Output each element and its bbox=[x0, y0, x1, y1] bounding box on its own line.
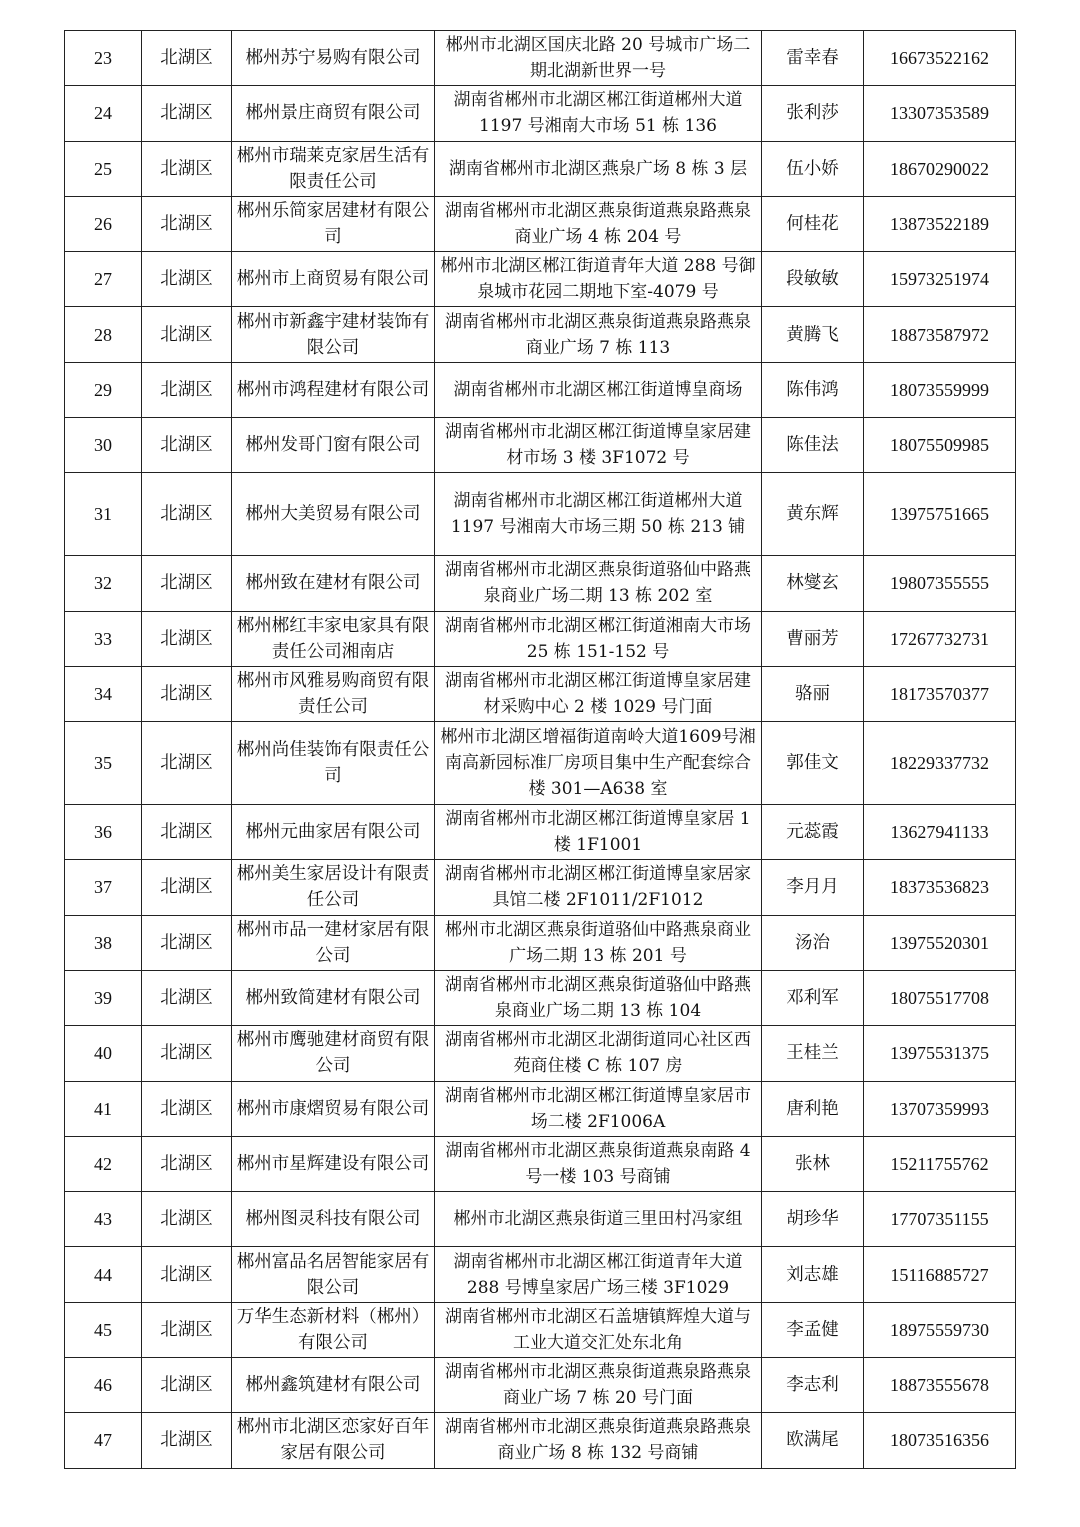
company-name-cell: 郴州郴红丰家电家具有限责任公司湘南店 bbox=[232, 611, 435, 666]
address-cell: 湖南省郴州市北湖区郴江街道博皇家居 1 楼 1F1001 bbox=[435, 805, 762, 860]
company-name-cell: 郴州市星辉建设有限公司 bbox=[232, 1136, 435, 1191]
phone-cell: 13627941133 bbox=[864, 805, 1016, 860]
table-row bbox=[65, 362, 1016, 417]
contact-person-cell: 段敏敏 bbox=[762, 252, 864, 307]
address-cell: 湖南省郴州市北湖区郴江街道郴州大道 1197 号湘南大市场 51 栋 136 bbox=[435, 86, 762, 141]
contact-person-cell: 唐利艳 bbox=[762, 1081, 864, 1136]
table-row bbox=[65, 307, 1016, 362]
address-cell: 湖南省郴州市北湖区燕泉街道燕泉南路 4 号一楼 103 号商铺 bbox=[435, 1136, 762, 1191]
phone-cell: 18229337732 bbox=[864, 722, 1016, 805]
address-cell: 郴州市北湖区燕泉街道三里田村冯家组 bbox=[435, 1192, 762, 1247]
row-number: 41 bbox=[65, 1081, 142, 1136]
row-number: 34 bbox=[65, 666, 142, 721]
address-cell: 郴州市北湖区增福街道南岭大道1609号湘南高新园标准厂房项目集中生产配套综合楼 301—A638 室 bbox=[435, 722, 762, 805]
company-name-cell: 郴州鑫筑建材有限公司 bbox=[232, 1358, 435, 1413]
row-number: 38 bbox=[65, 915, 142, 970]
phone-cell: 18173570377 bbox=[864, 666, 1016, 721]
company-name-cell: 郴州景庄商贸有限公司 bbox=[232, 86, 435, 141]
district-cell: 北湖区 bbox=[142, 307, 232, 362]
table-row bbox=[65, 1247, 1016, 1302]
table-row bbox=[65, 31, 1016, 86]
district-cell: 北湖区 bbox=[142, 196, 232, 251]
phone-cell: 18075517708 bbox=[864, 970, 1016, 1025]
address-cell: 湖南省郴州市北湖区燕泉街道燕泉路燕泉商业广场 7 栋 20 号门面 bbox=[435, 1358, 762, 1413]
contact-person-cell: 陈伟鸿 bbox=[762, 362, 864, 417]
district-cell: 北湖区 bbox=[142, 86, 232, 141]
row-number: 24 bbox=[65, 86, 142, 141]
company-name-cell: 郴州苏宁易购有限公司 bbox=[232, 31, 435, 86]
row-number: 36 bbox=[65, 805, 142, 860]
table-row bbox=[65, 1413, 1016, 1468]
company-name-cell: 郴州美生家居设计有限责任公司 bbox=[232, 860, 435, 915]
row-number: 45 bbox=[65, 1302, 142, 1357]
row-number: 37 bbox=[65, 860, 142, 915]
phone-cell: 13707359993 bbox=[864, 1081, 1016, 1136]
contact-person-cell: 李志利 bbox=[762, 1358, 864, 1413]
company-name-cell: 郴州市鸿程建材有限公司 bbox=[232, 362, 435, 417]
table-row bbox=[65, 418, 1016, 473]
company-name-cell: 郴州市北湖区恋家好百年家居有限公司 bbox=[232, 1413, 435, 1468]
address-cell: 湖南省郴州市北湖区郴江街道博皇家居建材采购中心 2 楼 1029 号门面 bbox=[435, 666, 762, 721]
address-cell: 湖南省郴州市北湖区北湖街道同心社区西苑商住楼 C 栋 107 房 bbox=[435, 1026, 762, 1081]
row-number: 23 bbox=[65, 31, 142, 86]
table-row bbox=[65, 722, 1016, 805]
contact-person-cell: 黄腾飞 bbox=[762, 307, 864, 362]
phone-cell: 18073516356 bbox=[864, 1413, 1016, 1468]
address-cell: 湖南省郴州市北湖区郴江街道青年大道 288 号博皇家居广场三楼 3F1029 bbox=[435, 1247, 762, 1302]
table-row bbox=[65, 86, 1016, 141]
row-number: 29 bbox=[65, 362, 142, 417]
address-cell: 湖南省郴州市北湖区燕泉广场 8 栋 3 层 bbox=[435, 141, 762, 196]
table-row bbox=[65, 252, 1016, 307]
table-row bbox=[65, 915, 1016, 970]
address-cell: 湖南省郴州市北湖区郴江街道博皇家居市场二楼 2F1006A bbox=[435, 1081, 762, 1136]
phone-cell: 18373536823 bbox=[864, 860, 1016, 915]
phone-cell: 18975559730 bbox=[864, 1302, 1016, 1357]
company-name-cell: 郴州市鹰驰建材商贸有限公司 bbox=[232, 1026, 435, 1081]
address-cell: 郴州市北湖区国庆北路 20 号城市广场二期北湖新世界一号 bbox=[435, 31, 762, 86]
table-row bbox=[65, 196, 1016, 251]
contact-person-cell: 刘志雄 bbox=[762, 1247, 864, 1302]
table-row bbox=[65, 970, 1016, 1025]
district-cell: 北湖区 bbox=[142, 362, 232, 417]
row-number: 43 bbox=[65, 1192, 142, 1247]
contact-person-cell: 骆丽 bbox=[762, 666, 864, 721]
address-cell: 湖南省郴州市北湖区郴江街道博皇家居建材市场 3 楼 3F1072 号 bbox=[435, 418, 762, 473]
row-number: 44 bbox=[65, 1247, 142, 1302]
contact-person-cell: 李孟健 bbox=[762, 1302, 864, 1357]
table-row bbox=[65, 1302, 1016, 1357]
district-cell: 北湖区 bbox=[142, 970, 232, 1025]
district-cell: 北湖区 bbox=[142, 666, 232, 721]
contact-person-cell: 汤治 bbox=[762, 915, 864, 970]
table-row bbox=[65, 805, 1016, 860]
phone-cell: 13873522189 bbox=[864, 196, 1016, 251]
row-number: 47 bbox=[65, 1413, 142, 1468]
district-cell: 北湖区 bbox=[142, 805, 232, 860]
district-cell: 北湖区 bbox=[142, 31, 232, 86]
contact-person-cell: 邓利军 bbox=[762, 970, 864, 1025]
contact-person-cell: 陈佳法 bbox=[762, 418, 864, 473]
company-name-cell: 郴州市康熠贸易有限公司 bbox=[232, 1081, 435, 1136]
district-cell: 北湖区 bbox=[142, 1413, 232, 1468]
address-cell: 湖南省郴州市北湖区燕泉街道骆仙中路燕泉商业广场二期 13 栋 202 室 bbox=[435, 556, 762, 611]
company-list-table-wrapper bbox=[64, 30, 1015, 1469]
district-cell: 北湖区 bbox=[142, 611, 232, 666]
row-number: 32 bbox=[65, 556, 142, 611]
company-name-cell: 郴州富品名居智能家居有限公司 bbox=[232, 1247, 435, 1302]
row-number: 33 bbox=[65, 611, 142, 666]
district-cell: 北湖区 bbox=[142, 141, 232, 196]
phone-cell: 18873555678 bbox=[864, 1358, 1016, 1413]
row-number: 31 bbox=[65, 473, 142, 556]
address-cell: 湖南省郴州市北湖区郴江街道博皇商场 bbox=[435, 362, 762, 417]
phone-cell: 16673522162 bbox=[864, 31, 1016, 86]
company-name-cell: 郴州大美贸易有限公司 bbox=[232, 473, 435, 556]
district-cell: 北湖区 bbox=[142, 1081, 232, 1136]
phone-cell: 15973251974 bbox=[864, 252, 1016, 307]
contact-person-cell: 曹丽芳 bbox=[762, 611, 864, 666]
contact-person-cell: 胡珍华 bbox=[762, 1192, 864, 1247]
address-cell: 湖南省郴州市北湖区燕泉街道燕泉路燕泉商业广场 4 栋 204 号 bbox=[435, 196, 762, 251]
contact-person-cell: 林燮玄 bbox=[762, 556, 864, 611]
district-cell: 北湖区 bbox=[142, 860, 232, 915]
row-number: 30 bbox=[65, 418, 142, 473]
address-cell: 湖南省郴州市北湖区郴江街道博皇家居家具馆二楼 2F1011/2F1012 bbox=[435, 860, 762, 915]
district-cell: 北湖区 bbox=[142, 1136, 232, 1191]
table-row bbox=[65, 1081, 1016, 1136]
table-row bbox=[65, 611, 1016, 666]
company-list-table bbox=[64, 30, 1016, 1469]
company-name-cell: 郴州致简建材有限公司 bbox=[232, 970, 435, 1025]
row-number: 42 bbox=[65, 1136, 142, 1191]
address-cell: 郴州市北湖区燕泉街道骆仙中路燕泉商业广场二期 13 栋 201 号 bbox=[435, 915, 762, 970]
table-row bbox=[65, 141, 1016, 196]
table-row bbox=[65, 1358, 1016, 1413]
company-name-cell: 万华生态新材料（郴州）有限公司 bbox=[232, 1302, 435, 1357]
district-cell: 北湖区 bbox=[142, 915, 232, 970]
table-row bbox=[65, 1136, 1016, 1191]
phone-cell: 17707351155 bbox=[864, 1192, 1016, 1247]
district-cell: 北湖区 bbox=[142, 473, 232, 556]
address-cell: 郴州市北湖区郴江街道青年大道 288 号御泉城市花园二期地下室-4079 号 bbox=[435, 252, 762, 307]
row-number: 39 bbox=[65, 970, 142, 1025]
row-number: 46 bbox=[65, 1358, 142, 1413]
company-name-cell: 郴州乐简家居建材有限公司 bbox=[232, 196, 435, 251]
phone-cell: 13975520301 bbox=[864, 915, 1016, 970]
company-name-cell: 郴州市新鑫宇建材装饰有限公司 bbox=[232, 307, 435, 362]
table-row bbox=[65, 860, 1016, 915]
company-name-cell: 郴州元曲家居有限公司 bbox=[232, 805, 435, 860]
table-row bbox=[65, 666, 1016, 721]
contact-person-cell: 黄东辉 bbox=[762, 473, 864, 556]
address-cell: 湖南省郴州市北湖区燕泉街道骆仙中路燕泉商业广场二期 13 栋 104 bbox=[435, 970, 762, 1025]
row-number: 40 bbox=[65, 1026, 142, 1081]
table-row bbox=[65, 556, 1016, 611]
district-cell: 北湖区 bbox=[142, 418, 232, 473]
contact-person-cell: 张利莎 bbox=[762, 86, 864, 141]
district-cell: 北湖区 bbox=[142, 1192, 232, 1247]
row-number: 27 bbox=[65, 252, 142, 307]
district-cell: 北湖区 bbox=[142, 1358, 232, 1413]
row-number: 28 bbox=[65, 307, 142, 362]
table-row bbox=[65, 1192, 1016, 1247]
company-name-cell: 郴州发哥门窗有限公司 bbox=[232, 418, 435, 473]
company-name-cell: 郴州市品一建材家居有限公司 bbox=[232, 915, 435, 970]
address-cell: 湖南省郴州市北湖区燕泉街道燕泉路燕泉商业广场 7 栋 113 bbox=[435, 307, 762, 362]
row-number: 26 bbox=[65, 196, 142, 251]
company-name-cell: 郴州市上商贸易有限公司 bbox=[232, 252, 435, 307]
company-name-cell: 郴州市瑞莱克家居生活有限责任公司 bbox=[232, 141, 435, 196]
district-cell: 北湖区 bbox=[142, 1247, 232, 1302]
phone-cell: 18073559999 bbox=[864, 362, 1016, 417]
contact-person-cell: 郭佳文 bbox=[762, 722, 864, 805]
phone-cell: 17267732731 bbox=[864, 611, 1016, 666]
phone-cell: 18670290022 bbox=[864, 141, 1016, 196]
table-row bbox=[65, 473, 1016, 556]
company-name-cell: 郴州尚佳装饰有限责任公司 bbox=[232, 722, 435, 805]
district-cell: 北湖区 bbox=[142, 1026, 232, 1081]
row-number: 25 bbox=[65, 141, 142, 196]
contact-person-cell: 李月月 bbox=[762, 860, 864, 915]
district-cell: 北湖区 bbox=[142, 1302, 232, 1357]
table-body bbox=[65, 31, 1016, 1469]
contact-person-cell: 欧满尾 bbox=[762, 1413, 864, 1468]
phone-cell: 19807355555 bbox=[864, 556, 1016, 611]
phone-cell: 13975531375 bbox=[864, 1026, 1016, 1081]
address-cell: 湖南省郴州市北湖区石盖塘镇辉煌大道与工业大道交汇处东北角 bbox=[435, 1302, 762, 1357]
district-cell: 北湖区 bbox=[142, 252, 232, 307]
table-row bbox=[65, 1026, 1016, 1081]
phone-cell: 13975751665 bbox=[864, 473, 1016, 556]
contact-person-cell: 何桂花 bbox=[762, 196, 864, 251]
address-cell: 湖南省郴州市北湖区郴江街道郴州大道 1197 号湘南大市场三期 50 栋 213 铺 bbox=[435, 473, 762, 556]
phone-cell: 15116885727 bbox=[864, 1247, 1016, 1302]
district-cell: 北湖区 bbox=[142, 722, 232, 805]
contact-person-cell: 雷幸春 bbox=[762, 31, 864, 86]
phone-cell: 18075509985 bbox=[864, 418, 1016, 473]
contact-person-cell: 张林 bbox=[762, 1136, 864, 1191]
company-name-cell: 郴州致在建材有限公司 bbox=[232, 556, 435, 611]
phone-cell: 15211755762 bbox=[864, 1136, 1016, 1191]
company-name-cell: 郴州市风雅易购商贸有限责任公司 bbox=[232, 666, 435, 721]
address-cell: 湖南省郴州市北湖区燕泉街道燕泉路燕泉商业广场 8 栋 132 号商铺 bbox=[435, 1413, 762, 1468]
contact-person-cell: 元蕊霞 bbox=[762, 805, 864, 860]
row-number: 35 bbox=[65, 722, 142, 805]
contact-person-cell: 伍小娇 bbox=[762, 141, 864, 196]
district-cell: 北湖区 bbox=[142, 556, 232, 611]
company-name-cell: 郴州图灵科技有限公司 bbox=[232, 1192, 435, 1247]
phone-cell: 13307353589 bbox=[864, 86, 1016, 141]
address-cell: 湖南省郴州市北湖区郴江街道湘南大市场 25 栋 151-152 号 bbox=[435, 611, 762, 666]
phone-cell: 18873587972 bbox=[864, 307, 1016, 362]
contact-person-cell: 王桂兰 bbox=[762, 1026, 864, 1081]
